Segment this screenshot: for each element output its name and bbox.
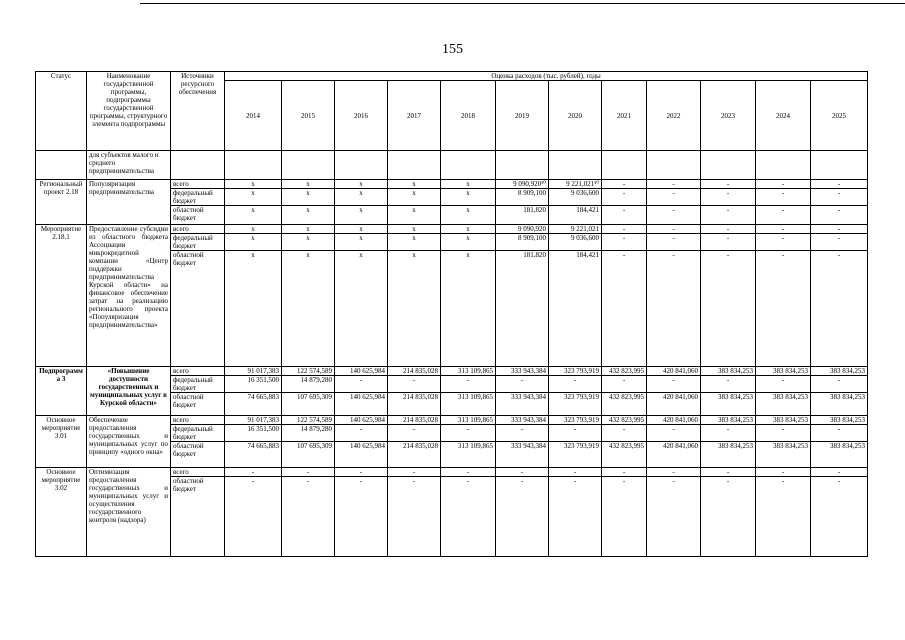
value-cell: -	[602, 206, 647, 225]
row-source: всего	[171, 367, 225, 376]
empty-cell	[171, 151, 225, 180]
value-cell: -	[602, 189, 647, 206]
value-cell: 122 574,589	[282, 416, 335, 425]
empty-cell	[701, 151, 756, 180]
value-cell: x	[225, 251, 282, 367]
value-cell: -	[602, 425, 647, 442]
value-cell: -	[811, 234, 868, 251]
value-cell: -	[549, 468, 602, 477]
value-cell: 91 017,383	[225, 416, 282, 425]
value-cell: x	[441, 206, 496, 225]
value-cell: 214 835,028	[388, 393, 441, 416]
row-status: Основное мероприятие 3.01	[36, 416, 87, 468]
value-cell: x	[282, 189, 335, 206]
value-cell: 323 793,919	[549, 416, 602, 425]
value-cell: x	[225, 206, 282, 225]
year-header-2019: 2019	[496, 81, 549, 151]
value-cell: -	[811, 425, 868, 442]
value-cell: 313 109,865	[441, 442, 496, 468]
value-cell: 16 351,500	[225, 376, 282, 393]
value-cell: -	[602, 468, 647, 477]
continuation-status	[36, 151, 87, 180]
value-cell: -	[388, 477, 441, 557]
value-cell: 432 823,995	[602, 367, 647, 376]
value-cell: -	[602, 180, 647, 189]
value-cell: -	[756, 206, 811, 225]
header-source: Источники ресурсного обеспечения	[171, 72, 225, 151]
row-source: всего	[171, 180, 225, 189]
value-cell: -	[388, 376, 441, 393]
value-cell: 333 943,384	[496, 442, 549, 468]
value-cell: 383 834,253	[701, 393, 756, 416]
value-cell: x	[225, 189, 282, 206]
value-cell: -	[811, 251, 868, 367]
row-name: Обеспечение предоставления государственных и муниципальных услуг по принципу «одного окна»	[87, 416, 171, 468]
value-cell: 420 841,060	[647, 416, 701, 425]
value-cell: -	[811, 180, 868, 189]
value-cell: x	[225, 180, 282, 189]
value-cell: -	[647, 234, 701, 251]
header-estimate: Оценка расходов (тыс. рублей), годы	[225, 72, 868, 81]
value-cell: x	[441, 251, 496, 367]
value-cell: -	[388, 425, 441, 442]
table-row	[36, 367, 868, 376]
value-cell: 432 823,995	[602, 416, 647, 425]
row-source: областной бюджет	[171, 206, 225, 225]
value-cell: -	[647, 477, 701, 557]
value-cell: -	[701, 425, 756, 442]
row-name: Популяризация предпринимательства	[87, 180, 171, 225]
value-cell: x	[282, 206, 335, 225]
value-cell: -	[756, 477, 811, 557]
page-number: 155	[442, 42, 463, 57]
value-cell: 140 625,984	[335, 416, 388, 425]
value-cell: -	[496, 477, 549, 557]
value-cell: -	[388, 468, 441, 477]
value-cell: -	[602, 251, 647, 367]
value-cell: 313 109,865	[441, 393, 496, 416]
value-cell: 383 834,253	[756, 393, 811, 416]
table-row	[36, 225, 868, 234]
value-cell: 184,421	[549, 206, 602, 225]
value-cell: x	[282, 180, 335, 189]
year-header-2020: 2020	[549, 81, 602, 151]
value-cell: 91 017,383	[225, 367, 282, 376]
value-cell: -	[441, 477, 496, 557]
value-cell: -	[701, 180, 756, 189]
value-cell: -	[602, 225, 647, 234]
value-cell: -	[701, 225, 756, 234]
row-name: Оптимизация предоставления государственных и муниципальных услуг и осуществления государственного контроля (надзора)	[87, 468, 171, 557]
value-cell: 181,820	[496, 251, 549, 367]
value-cell: -	[811, 206, 868, 225]
value-cell: -	[335, 477, 388, 557]
value-cell: 383 834,253	[756, 416, 811, 425]
value-cell: 8 909,100	[496, 189, 549, 206]
value-cell: -	[335, 468, 388, 477]
value-cell: 333 943,384	[496, 393, 549, 416]
value-cell: -	[811, 477, 868, 557]
value-cell: -	[756, 225, 811, 234]
value-cell: 383 834,253	[811, 416, 868, 425]
header-name: Наименование государственной программы, подпрограммы государственной программы, структурного элемента подпрограммы	[87, 72, 171, 151]
row-source: областной бюджет	[171, 477, 225, 557]
value-cell: -	[647, 468, 701, 477]
value-cell: 313 109,865	[441, 416, 496, 425]
header-row	[36, 72, 868, 81]
value-cell: 214 835,028	[388, 416, 441, 425]
empty-cell	[811, 151, 868, 180]
value-cell: -	[602, 376, 647, 393]
value-cell: x	[335, 180, 388, 189]
year-header-2014: 2014	[225, 81, 282, 151]
value-cell: 16 351,500	[225, 425, 282, 442]
value-cell: 333 943,384	[496, 416, 549, 425]
value-cell: -	[441, 425, 496, 442]
empty-cell	[335, 151, 388, 180]
value-cell: x	[388, 234, 441, 251]
table-row	[36, 180, 868, 189]
row-source: областной бюджет	[171, 393, 225, 416]
value-cell: 9 036,600	[549, 189, 602, 206]
value-cell: 214 835,028	[388, 442, 441, 468]
value-cell: -	[549, 425, 602, 442]
row-name: Предоставление субсидии из областного бюджета Ассоциации микрокредитной компании «Центр поддержки предпринимательства Курской области» на финансовое обеспечение затрат на реализацию регионального проекта «Популяризация предпринимательства»	[87, 225, 171, 367]
value-cell: x	[388, 189, 441, 206]
value-cell: -	[282, 477, 335, 557]
row-source: федеральный бюджет	[171, 234, 225, 251]
row-source: всего	[171, 225, 225, 234]
value-cell: -	[756, 468, 811, 477]
budget-table	[35, 71, 868, 557]
value-cell: x	[282, 225, 335, 234]
value-cell: -	[811, 376, 868, 393]
value-cell: x	[441, 189, 496, 206]
value-cell: 420 841,060	[647, 367, 701, 376]
value-cell: -	[225, 477, 282, 557]
header-status: Статус	[36, 72, 87, 151]
value-cell: -	[647, 189, 701, 206]
year-header-2016: 2016	[335, 81, 388, 151]
value-cell: 184,421	[549, 251, 602, 367]
value-cell: -	[701, 477, 756, 557]
value-cell: -	[647, 251, 701, 367]
value-cell: 140 625,984	[335, 442, 388, 468]
value-cell: 383 834,253	[811, 393, 868, 416]
value-cell: 420 841,060	[647, 442, 701, 468]
value-cell: 74 665,883	[225, 393, 282, 416]
value-cell: -	[225, 468, 282, 477]
value-cell: 383 834,253	[811, 367, 868, 376]
value-cell: 383 834,253	[701, 416, 756, 425]
value-cell: x	[225, 225, 282, 234]
empty-cell	[756, 151, 811, 180]
value-cell: x	[335, 251, 388, 367]
value-cell: -	[756, 234, 811, 251]
value-cell: 383 834,253	[811, 442, 868, 468]
row-source: всего	[171, 416, 225, 425]
value-cell: -	[756, 180, 811, 189]
value-cell: -	[756, 425, 811, 442]
value-cell: -	[756, 251, 811, 367]
year-header-2024: 2024	[756, 81, 811, 151]
value-cell: -	[647, 225, 701, 234]
value-cell: 14 879,280	[282, 425, 335, 442]
value-cell: x	[225, 234, 282, 251]
value-cell: -	[335, 376, 388, 393]
row-status: Основное мероприятие 3.02	[36, 468, 87, 557]
value-cell: -	[602, 234, 647, 251]
year-header-2017: 2017	[388, 81, 441, 151]
value-cell: x	[335, 225, 388, 234]
value-cell: x	[282, 251, 335, 367]
value-cell: 323 793,919	[549, 367, 602, 376]
value-cell: 313 109,865	[441, 367, 496, 376]
value-cell: -	[441, 468, 496, 477]
value-cell: -	[496, 376, 549, 393]
value-cell: 107 695,309	[282, 442, 335, 468]
continuation-row	[36, 151, 868, 180]
row-source: федеральный бюджет	[171, 425, 225, 442]
value-cell: 74 665,883	[225, 442, 282, 468]
value-cell: -	[701, 189, 756, 206]
empty-cell	[647, 151, 701, 180]
value-cell: 333 943,384	[496, 367, 549, 376]
value-cell: -	[496, 425, 549, 442]
value-cell: 107 695,309	[282, 393, 335, 416]
value-cell: 432 823,995	[602, 393, 647, 416]
row-status: Мероприятие 2.18.1	[36, 225, 87, 367]
value-cell: x	[388, 180, 441, 189]
value-cell: x	[388, 206, 441, 225]
value-cell: -	[549, 477, 602, 557]
empty-cell	[225, 151, 282, 180]
value-cell: -	[701, 376, 756, 393]
value-cell: -	[647, 376, 701, 393]
value-cell: -	[701, 206, 756, 225]
value-cell: 383 834,253	[756, 442, 811, 468]
table-row	[36, 416, 868, 425]
value-cell: 9 090,920¹⁰	[496, 180, 549, 189]
value-cell: -	[811, 225, 868, 234]
value-cell: 323 793,919	[549, 442, 602, 468]
value-cell: 8 909,100	[496, 234, 549, 251]
year-header-2018: 2018	[441, 81, 496, 151]
row-source: федеральный бюджет	[171, 376, 225, 393]
empty-cell	[496, 151, 549, 180]
value-cell: x	[335, 189, 388, 206]
year-header-2025: 2025	[811, 81, 868, 151]
value-cell: 181,820	[496, 206, 549, 225]
value-cell: -	[335, 425, 388, 442]
value-cell: x	[335, 234, 388, 251]
value-cell: -	[701, 234, 756, 251]
value-cell: -	[647, 180, 701, 189]
row-source: областной бюджет	[171, 251, 225, 367]
empty-cell	[388, 151, 441, 180]
value-cell: x	[282, 234, 335, 251]
row-source: всего	[171, 468, 225, 477]
row-status: Региональный проект 2.18	[36, 180, 87, 225]
empty-cell	[549, 151, 602, 180]
value-cell: x	[388, 251, 441, 367]
value-cell: -	[811, 189, 868, 206]
value-cell: 9 221,021	[549, 225, 602, 234]
value-cell: 9 090,920	[496, 225, 549, 234]
empty-cell	[282, 151, 335, 180]
value-cell: 140 625,984	[335, 393, 388, 416]
value-cell: -	[441, 376, 496, 393]
value-cell: -	[756, 376, 811, 393]
year-header-2022: 2022	[647, 81, 701, 151]
value-cell: -	[701, 468, 756, 477]
value-cell: 383 834,253	[756, 367, 811, 376]
table-row	[36, 468, 868, 477]
value-cell: -	[496, 468, 549, 477]
row-status: Подпрограмма 3	[36, 367, 87, 416]
continuation-name: для субъектов малого и среднего предпринимательства	[87, 151, 171, 180]
row-name: «Повышение доступности государственных и муниципальных услуг в Курской области»	[87, 367, 171, 416]
year-header-2015: 2015	[282, 81, 335, 151]
value-cell: x	[335, 206, 388, 225]
value-cell: -	[811, 468, 868, 477]
value-cell: x	[441, 225, 496, 234]
value-cell: -	[282, 468, 335, 477]
value-cell: x	[441, 234, 496, 251]
year-header-2021: 2021	[602, 81, 647, 151]
value-cell: x	[441, 180, 496, 189]
value-cell: -	[549, 376, 602, 393]
value-cell: 214 835,028	[388, 367, 441, 376]
value-cell: 14 879,280	[282, 376, 335, 393]
row-source: федеральный бюджет	[171, 189, 225, 206]
year-header-2023: 2023	[701, 81, 756, 151]
value-cell: 140 625,984	[335, 367, 388, 376]
value-cell: 383 834,253	[701, 442, 756, 468]
empty-cell	[602, 151, 647, 180]
value-cell: -	[756, 189, 811, 206]
value-cell: 9 036,600	[549, 234, 602, 251]
value-cell: -	[602, 477, 647, 557]
value-cell: -	[701, 251, 756, 367]
value-cell: x	[388, 225, 441, 234]
value-cell: -	[647, 425, 701, 442]
empty-cell	[441, 151, 496, 180]
value-cell: 323 793,919	[549, 393, 602, 416]
value-cell: -	[647, 206, 701, 225]
row-source: областной бюджет	[171, 442, 225, 468]
value-cell: 420 841,060	[647, 393, 701, 416]
value-cell: 9 221,021¹⁰	[549, 180, 602, 189]
value-cell: 432 823,995	[602, 442, 647, 468]
value-cell: 383 834,253	[701, 367, 756, 376]
top-rule	[140, 3, 905, 4]
value-cell: 122 574,589	[282, 367, 335, 376]
